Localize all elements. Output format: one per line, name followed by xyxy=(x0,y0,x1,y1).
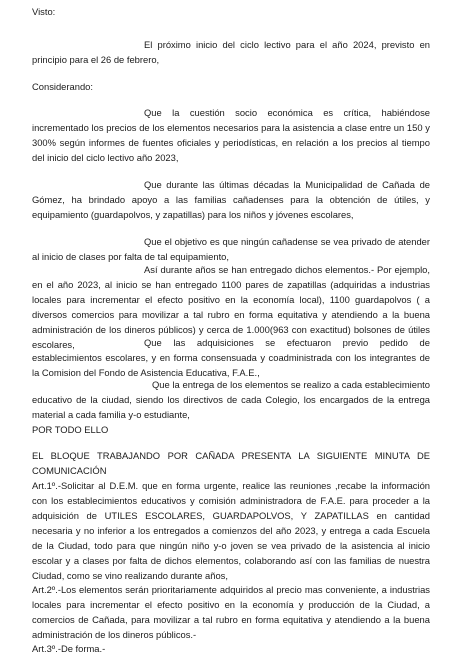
considerando-paragraph-1: Que la cuestión socio económica es crítica, habiéndose incrementado los precios de los elementos necesarios para la asistencia a clase entre un 150 y 300% según informes de fuentes oficiales y periodísticas, en relación a los precios al tiempo del inicio del ciclo lectivo año 2023, xyxy=(32,107,430,163)
article-3: Art.3º.-De forma.- xyxy=(32,643,106,654)
considerando-paragraph-5: Que las adquisiciones se efectuaron previo pedido de establecimientos escolares, y en forma consensuada y coadministrada con los integrantes de la Comision del Fondo de Asistencia Educativa, F.A.E., xyxy=(32,337,430,378)
considerando-label: Considerando: xyxy=(32,81,93,92)
por-todo-ello: POR TODO ELLO xyxy=(32,424,109,435)
considerando-paragraph-2: Que durante las últimas décadas la Municipalidad de Cañada de Gómez, ha brindado apoyo a las familias cañadenses para la obtención de útiles, y equipamiento (guardapolvos, y zapatillas) para los niños y jóvenes escolares, xyxy=(32,179,430,220)
bloque-heading: EL BLOQUE TRABAJANDO POR CAÑADA PRESENTA LA SIGUIENTE MINUTA DE COMUNICACIÓN xyxy=(32,450,430,476)
visto-label: Visto: xyxy=(32,6,56,17)
considerando-paragraph-3: Que el objetivo es que ningún cañadense se vea privado de atender al inicio de clases por falta de tal equipamiento, xyxy=(32,236,430,262)
article-1: Art.1º.-Solicitar al D.E.M. que en forma urgente, realice las reuniones ,recabe la información con los establecimientos educativos y comisión administradora de F.A.E. para proceder a la adquisición de UTILES ESCOLARES, GUARDAPOLVOS, Y ZAPATILLAS en cantidad necesaria y no inferior a los entregados a comienzos del año 2023, y entrega a cada Escuela de la Ciudad, todo para que ningún niño y-o joven se vea privado de la asistencia al inicio escolar y a clases por falta de dichos elementos, colaborando así con las familias de nuestra Ciudad, como se vino realizando durante años, xyxy=(32,480,430,581)
considerando-paragraph-4: Así durante años se han entregado dichos elementos.- Por ejemplo, en el año 2023, al inicio se han entregado 1100 pares de zapatillas (adquiridas a industrias locales para incrementar el efecto positivo en la economía local), 1100 guardapolvos ( a diversos comercios para movilizar a tal rubro en forma equitativa y atendiendo a la buena administración de los dineros públicos) y cerca de 1.000(963 con exactitud) bolsones de útiles escolares, xyxy=(32,264,430,350)
considerando-paragraph-6: Que la entrega de los elementos se realizo a cada establecimiento educativo de la ciudad, siendo los directivos de cada Colegio, los encargados de la entrega material a cada familia y-o estudiante, xyxy=(32,379,430,420)
article-2: Art.2º.-Los elementos serán prioritariamente adquiridos al precio mas conveniente, a industrias locales para incrementar el efecto positivo en la economía y producción de la Ciudad, a comercios de Cañada, para movilizar a tal rubro en forma equitativa y atendiendo a la buena administración de los dineros públicos.- xyxy=(32,584,430,640)
visto-text: El próximo inicio del ciclo lectivo para el año 2024, previsto en principio para el 26 de febrero, xyxy=(32,39,430,65)
